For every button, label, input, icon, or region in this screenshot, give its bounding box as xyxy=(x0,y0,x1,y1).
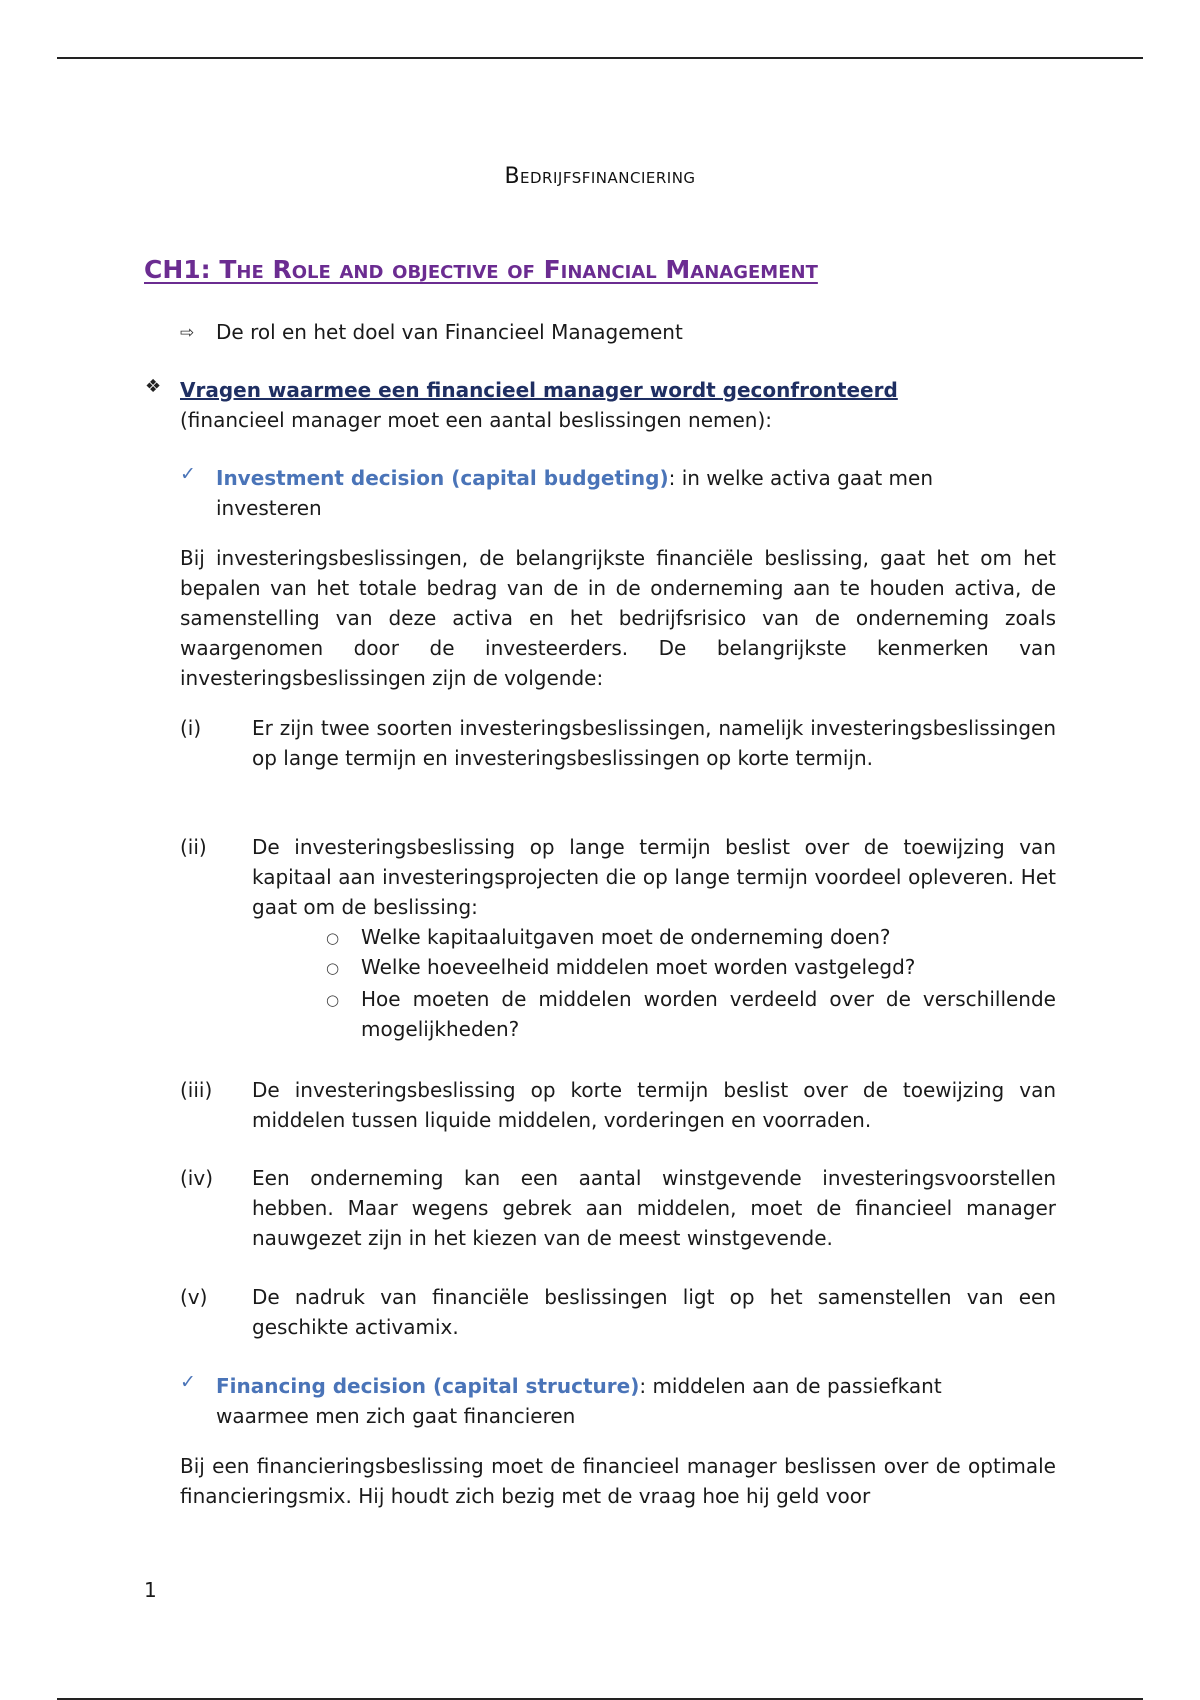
sub-bullet-text: Hoe moeten de middelen worden verdeeld over de verschillende mogelijkheden? xyxy=(361,987,1056,1041)
questions-subheading: (financieel manager moet een aantal beslissingen nemen): xyxy=(180,408,773,432)
circle-bullet-icon: ○ xyxy=(326,959,340,977)
checkmark-icon: ✓ xyxy=(180,1371,196,1393)
item-number: (ii) xyxy=(180,835,207,859)
questions-heading xyxy=(180,375,898,405)
financing-paragraph: Bij een financieringsbeslissing moet de financieel manager beslissen over de optimale financieringsmix. Hij houdt zich bezig met de vraag hoe hij geld voor xyxy=(180,1454,1056,1508)
investment-decision-label: Investment decision (capital budgeting) xyxy=(216,466,669,490)
page-number: 1 xyxy=(144,1578,157,1602)
financing-decision-text: : middelen aan de passiefkant xyxy=(639,1374,942,1398)
item-text: De nadruk van financiële beslissingen ligt op het samenstellen van een geschikte activamix. xyxy=(252,1285,1056,1339)
item-number: (v) xyxy=(180,1285,208,1309)
questions-heading-text: Vragen waarmee een financieel manager wordt geconfronteerd xyxy=(180,378,898,402)
item-text: De investeringsbeslissing op korte termijn beslist over de toewijzing van middelen tussen liquide middelen, vorderingen en voorraden. xyxy=(252,1078,1056,1132)
item-number: (iii) xyxy=(180,1078,213,1102)
document-title: Bedrijfsfinanciering xyxy=(504,164,696,189)
circle-bullet-icon: ○ xyxy=(326,929,340,947)
header-rule xyxy=(57,57,1143,59)
checkmark-icon: ✓ xyxy=(180,463,196,485)
circle-bullet-icon: ○ xyxy=(326,991,340,1009)
item-number: (i) xyxy=(180,716,202,740)
chapter-heading: CH1: The Role and objective of Financial Management xyxy=(144,255,818,284)
diamond-bullet-icon: ❖ xyxy=(145,376,162,397)
arrow-bullet-icon: ⇨ xyxy=(180,323,195,343)
financing-decision-line xyxy=(216,1371,1056,1401)
financing-decision-text-cont: waarmee men zich gaat financieren xyxy=(216,1404,576,1428)
investment-paragraph: Bij investeringsbeslissingen, de belangrijkste financiële beslissing, gaat het om het bepalen van het totale bedrag van de in de onderneming aan te houden activa, de samenstelling van deze activa en het bedrijfsrisico van de onderneming zoals waargenomen door de investeerders. De belangrijkste kenmerken van investeringsbeslissingen zijn de volgende: xyxy=(180,546,1056,690)
investment-decision-line xyxy=(216,463,933,493)
item-text: Er zijn twee soorten investeringsbeslissingen, namelijk investeringsbeslissingen op lange termijn en investeringsbeslissingen op korte termijn. xyxy=(252,716,1056,770)
financing-decision-label: Financing decision (capital structure) xyxy=(216,1374,640,1398)
investment-decision-text-cont: investeren xyxy=(216,496,322,520)
item-number: (iv) xyxy=(180,1166,213,1190)
subtitle-line: De rol en het doel van Financieel Management xyxy=(216,320,683,344)
sub-bullet-text: Welke kapitaaluitgaven moet de onderneming doen? xyxy=(361,925,891,949)
sub-bullet-text: Welke hoeveelheid middelen moet worden vastgelegd? xyxy=(361,955,916,979)
item-text: Een onderneming kan een aantal winstgevende investeringsvoorstellen hebben. Maar wegens gebrek aan middelen, moet de financieel manager nauwgezet zijn in het kiezen van de meest winstgevende. xyxy=(252,1166,1056,1250)
item-text: De investeringsbeslissing op lange termijn beslist over de toewijzing van kapitaal aan investeringsprojecten die op lange termijn voordeel opleveren. Het gaat om de beslissing: xyxy=(252,835,1056,919)
investment-decision-text: : in welke activa gaat men xyxy=(668,466,934,490)
